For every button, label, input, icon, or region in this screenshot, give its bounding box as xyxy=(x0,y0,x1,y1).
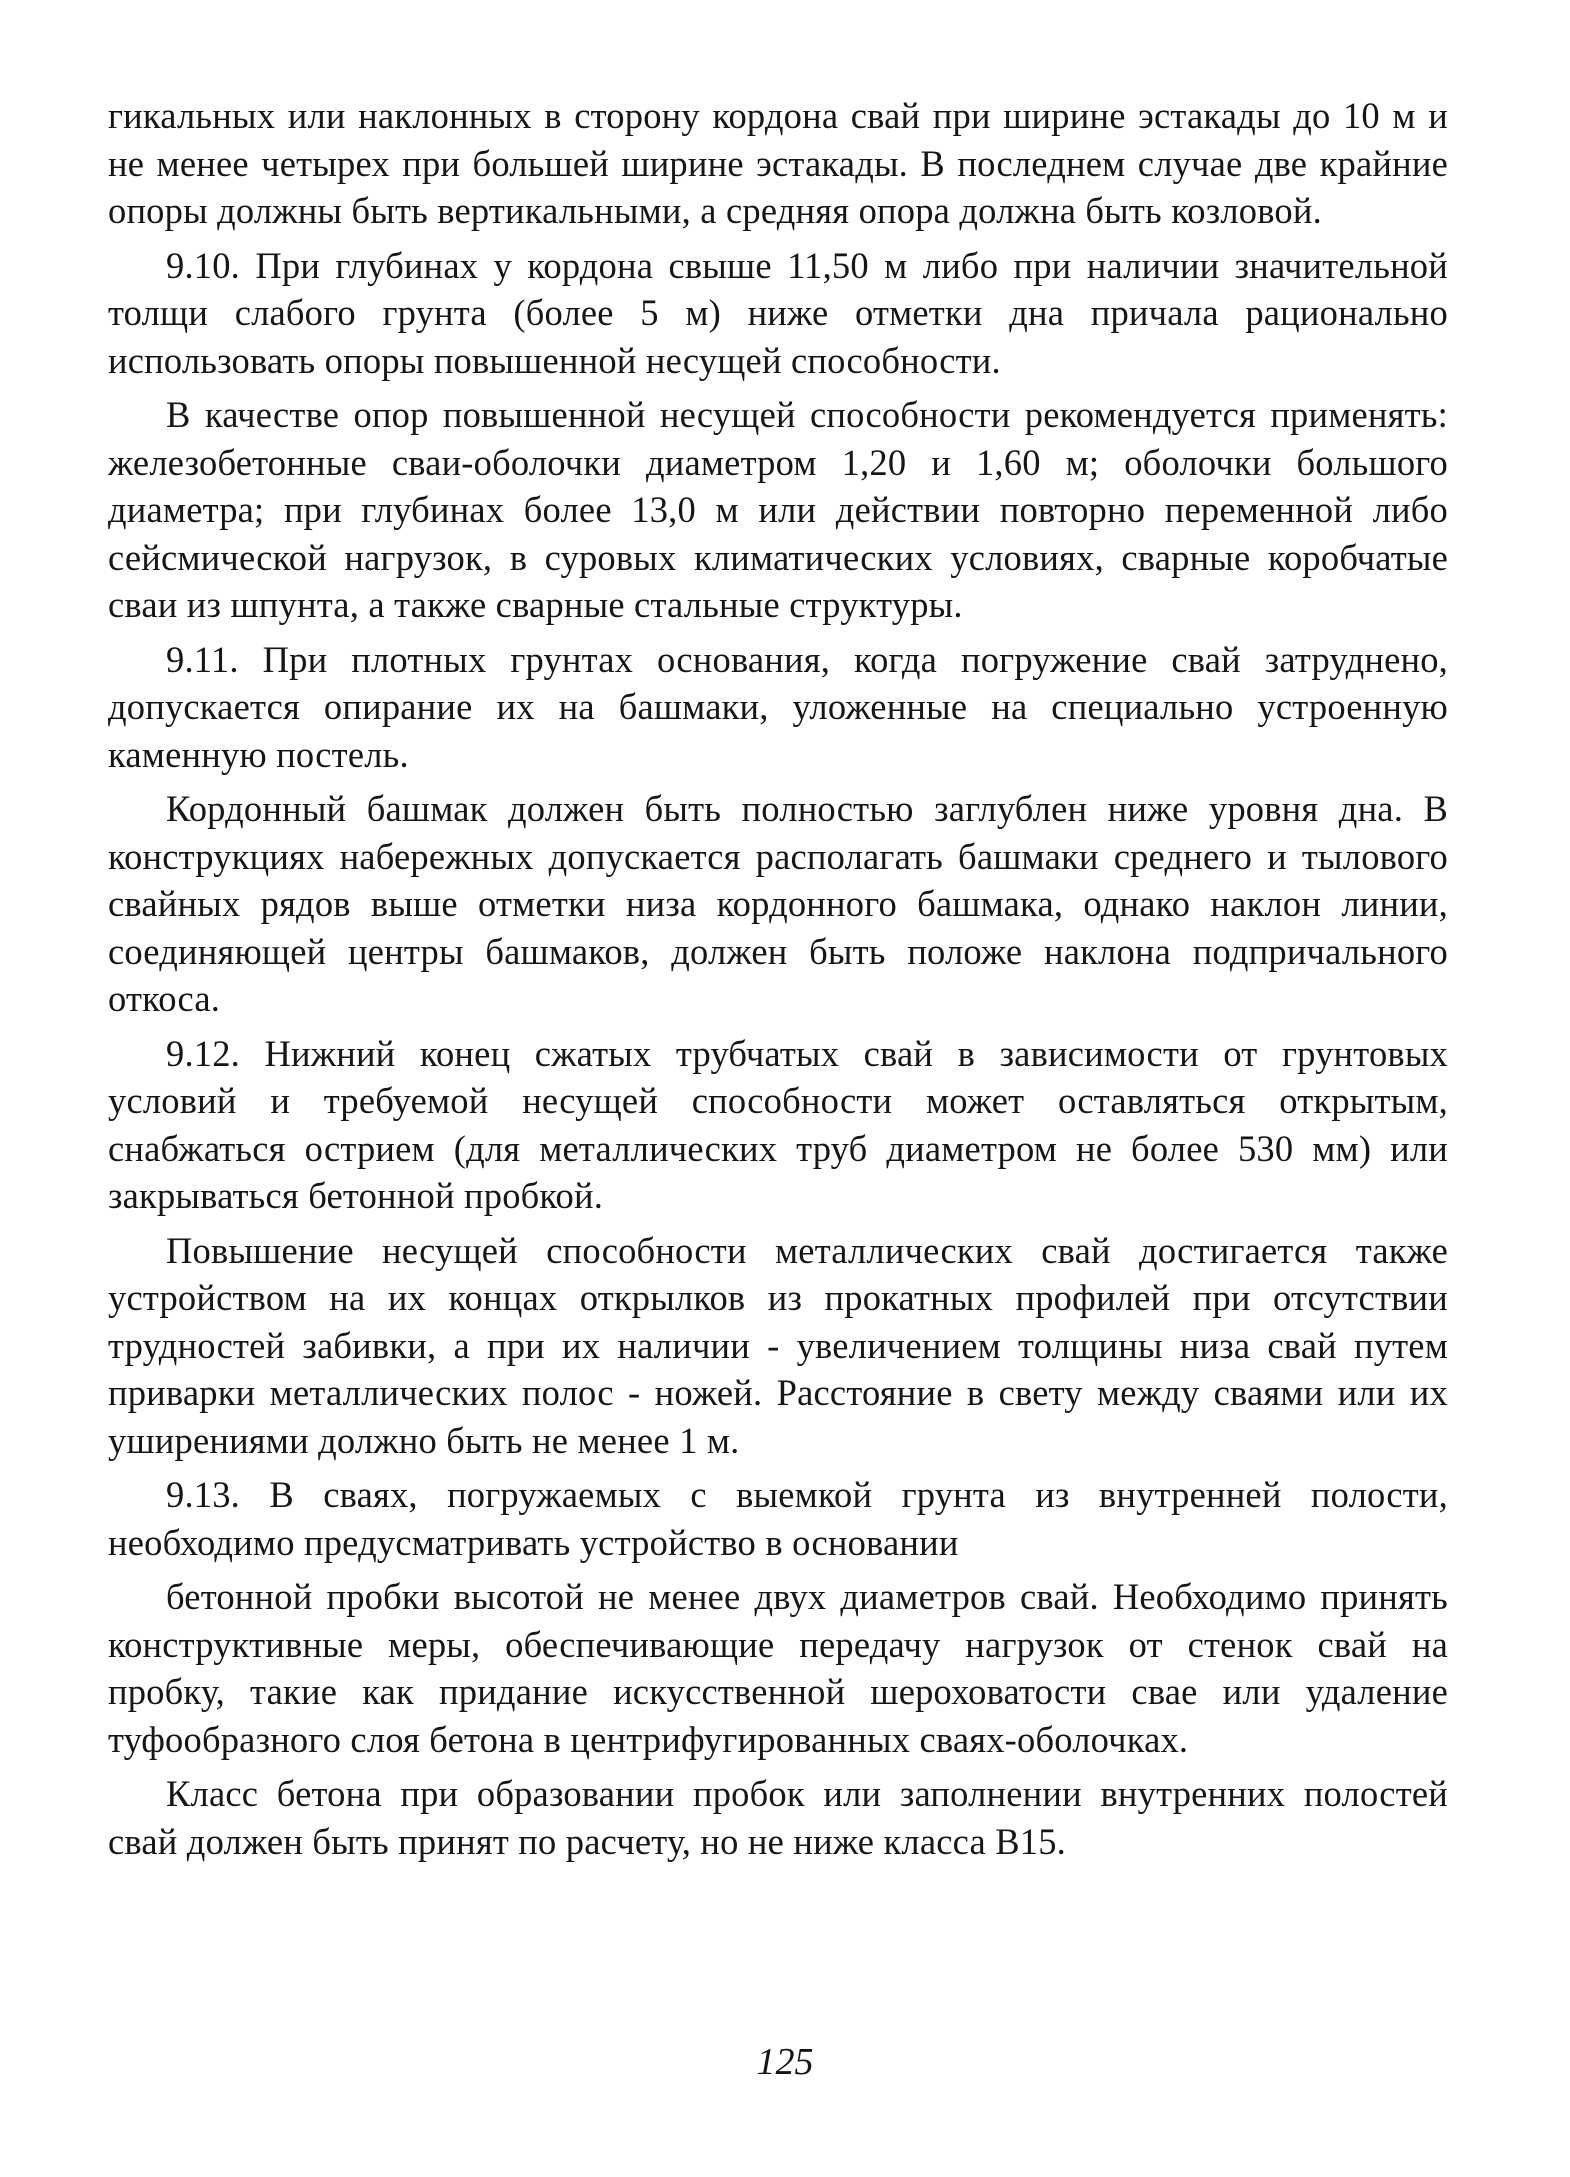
paragraph-continuation: гикальных или наклонных в сторону кордона свай при ширине эстакады до 10 м и не менее четырех при большей ширине эстакады. В последнем случае две крайние опоры должны быть вертикальными, а средняя опора должна быть козловой. xyxy=(108,95,1448,231)
paragraph-9-13: 9.13. В сваях, погружаемых с выемкой грунта из внутренней полости, необходимо предусматривать устройство в основании xyxy=(108,1474,1448,1563)
paragraph-high-capacity-supports: В качестве опор повышенной несущей способности рекомендуется применять: железобетонные сваи-оболочки диаметром 1,20 и 1,60 м; оболочки большого диаметра; при глубинах более 13,0 м или действии повторно переменной либо сейсмической нагрузок, в суровых климатических условиях, сварные коробчатые сваи из шпунта, а также сварные стальные структуры. xyxy=(108,394,1448,625)
paragraph-9-12: 9.12. Нижний конец сжатых трубчатых свай в зависимости от грунтовых условий и требуемой несущей способности может оставляться открытым, снабжаться острием (для металлических труб диаметром не более 530 мм) или закрываться бетонной пробкой. xyxy=(108,1032,1448,1216)
paragraph-9-10: 9.10. При глубинах у кордона свыше 11,50 м либо при наличии значительной толщи слабого грунта (более 5 м) ниже отметки дна причала рационально использовать опоры повышенной несущей способности. xyxy=(108,244,1448,381)
paragraph-concrete-class: Класс бетона при образовании пробок или заполнении внутренних полостей свай должен быть принят по расчету, но не ниже класса В15. xyxy=(108,1773,1448,1862)
paragraph-metal-piles-capacity: Повышение несущей способности металлических свай достигается также устройством на их концах открылков из прокатных профилей при отсутствии трудностей забивки, а при их наличии - увеличением толщины низа свай путем приварки металлических полос - ножей. Расстояние в свету между сваями или их уширениями должно быть не менее 1 м. xyxy=(108,1229,1448,1461)
paragraph-cordon-shoe: Кордонный башмак должен быть полностью заглублен ниже уровня дна. В конструкциях набережных допускается располагать башмаки среднего и тылового свайных рядов выше отметки низа кордонного башмака, однако наклон линии, соединяющей центры башмаков, должен быть положе наклона подпричального откоса. xyxy=(108,788,1448,1019)
paragraph-concrete-plug: бетонной пробки высотой не менее двух диаметров свай. Необходимо принять конструктивные меры, обеспечивающие передачу нагрузок от стенок свай на пробку, такие как придание искусственной шероховатости свае или удаление туфообразного слоя бетона в центрифугированных сваях-оболочках. xyxy=(108,1576,1448,1760)
page-number: 125 xyxy=(756,2041,814,2083)
document-page xyxy=(108,92,1448,1872)
paragraph-9-11: 9.11. При плотных грунтах основания, когда погружение свай затруднено, допускается опирание их на башмаки, уложенные на специально устроенную каменную постель. xyxy=(108,638,1448,775)
